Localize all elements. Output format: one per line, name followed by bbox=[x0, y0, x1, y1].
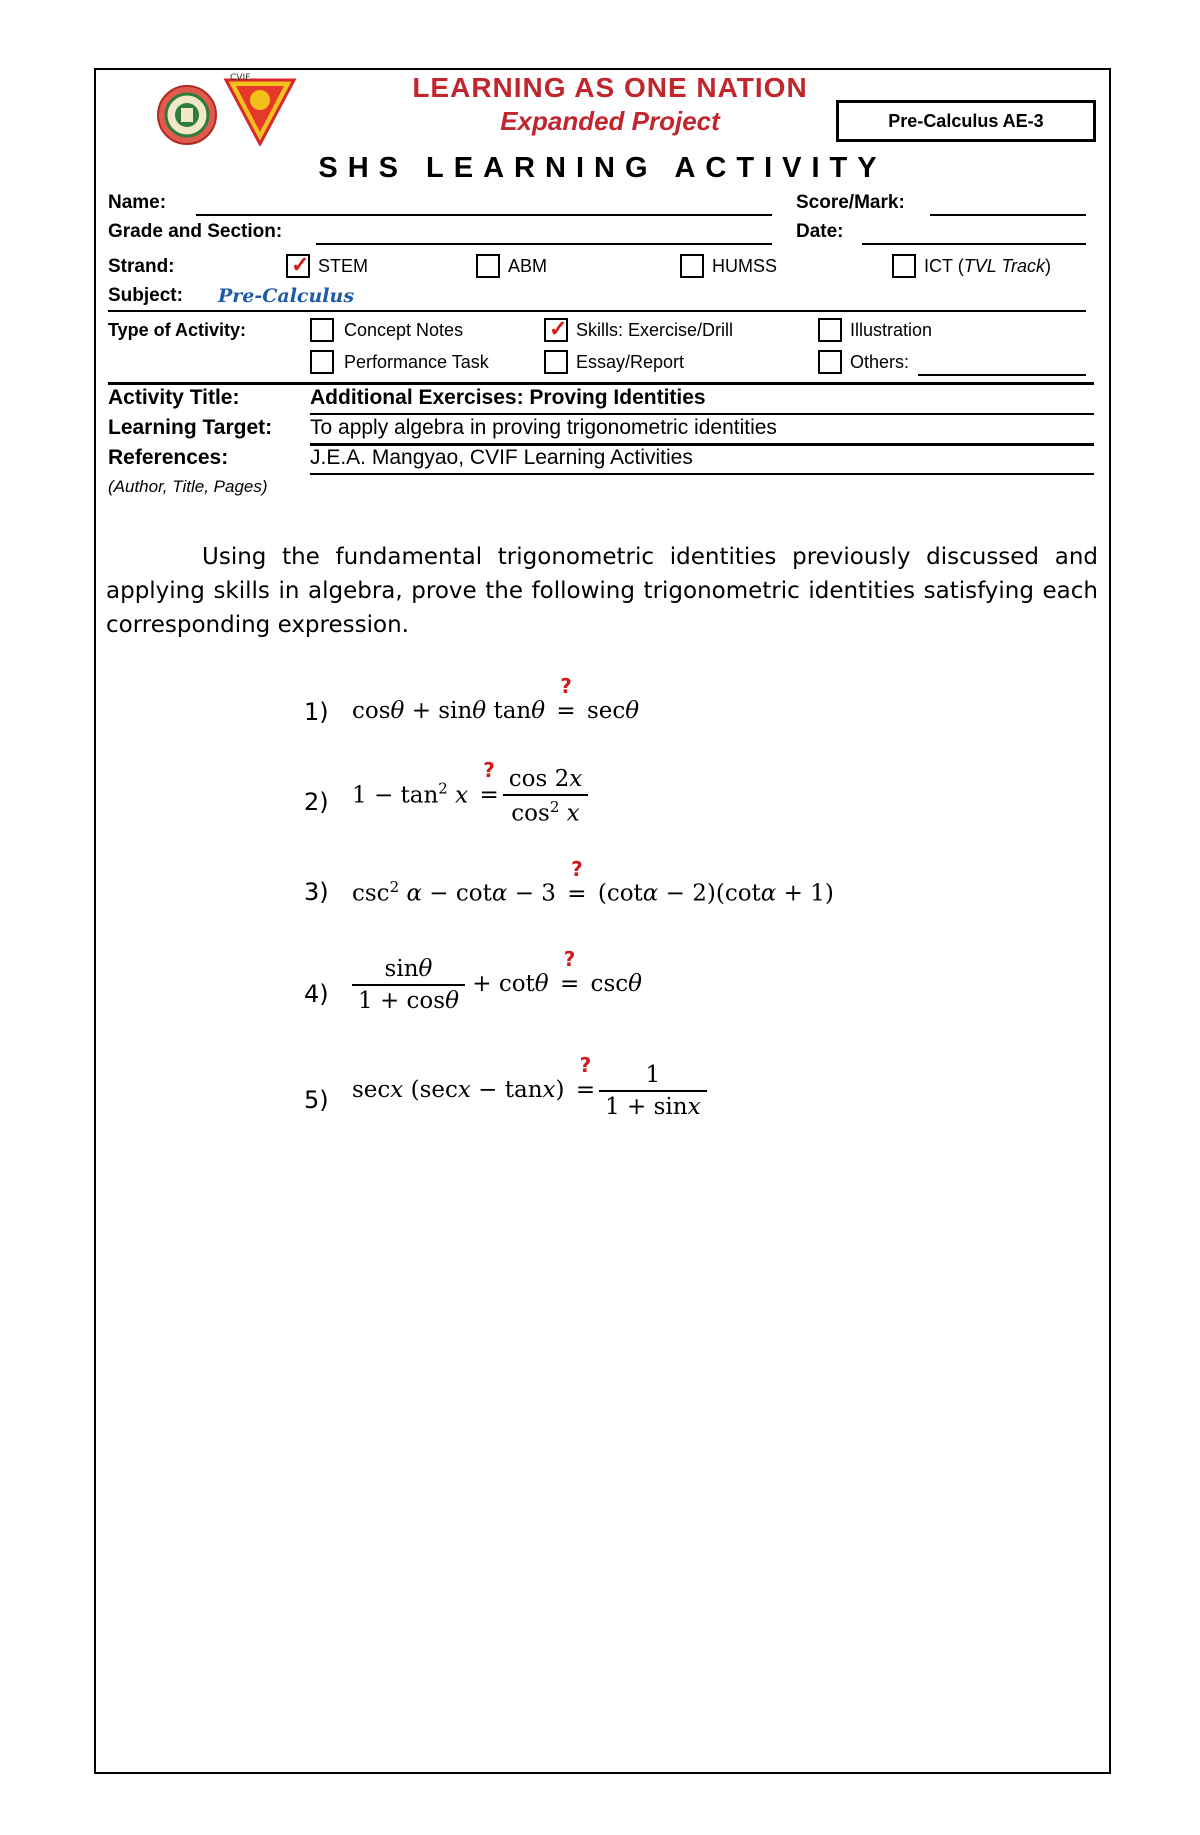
ict-track-text: TVL Track bbox=[963, 256, 1046, 276]
activity-title-label: Activity Title: bbox=[108, 386, 240, 409]
question-equals: ? = bbox=[559, 947, 580, 997]
equation-4: $\frac{\sin\theta}{1 + \cos\theta}$ + cotθ ? = cscθ bbox=[352, 956, 642, 1014]
strand-humss-label: HUMSS bbox=[712, 256, 778, 276]
strand-ict-label bbox=[924, 256, 1051, 277]
equation-1-number: 1) bbox=[304, 698, 329, 726]
others-checkbox[interactable] bbox=[818, 350, 842, 374]
grade-section-field-line[interactable] bbox=[316, 243, 772, 245]
equation-5-number: 5) bbox=[304, 1086, 329, 1114]
activity-title-line bbox=[310, 413, 1094, 415]
activity-heading: SHS LEARNING ACTIVITY bbox=[318, 152, 887, 184]
fraction: $\frac{1}{1 + \sin x}$ bbox=[599, 1062, 706, 1120]
ict-paren-close: ) bbox=[1045, 256, 1052, 276]
skills-checkbox[interactable] bbox=[544, 318, 568, 342]
strand-abm-checkbox[interactable] bbox=[476, 254, 500, 278]
references-label: References: bbox=[108, 446, 229, 469]
project-title: LEARNING AS ONE NATION bbox=[412, 72, 808, 103]
date-field-line[interactable] bbox=[862, 243, 1086, 245]
subject-divider bbox=[108, 310, 1086, 312]
strand-stem-label: STEM bbox=[318, 256, 369, 276]
question-equals: ? = bbox=[556, 674, 576, 724]
performance-task-label: Performance Task bbox=[344, 352, 489, 372]
cvif-triangle-logo bbox=[222, 70, 298, 146]
illustration-checkbox[interactable] bbox=[818, 318, 842, 342]
strand-abm-label: ABM bbox=[508, 256, 548, 276]
ict-text: ICT bbox=[924, 256, 953, 276]
learning-target-value: To apply algebra in proving trigonometric identities bbox=[310, 416, 777, 439]
fraction: $\frac{\sin\theta}{1 + \cos\theta}$ bbox=[352, 956, 465, 1014]
concept-notes-label: Concept Notes bbox=[344, 320, 464, 340]
question-equals: ? = bbox=[567, 856, 587, 907]
subject-label: Subject: bbox=[108, 285, 183, 306]
equation-5: secx (secx − tanx) ? = $\frac{1}{1 + \sin x}$ bbox=[352, 1062, 707, 1120]
references-line bbox=[310, 473, 1094, 475]
question-mark-icon: ? bbox=[571, 856, 583, 881]
equation-2-number: 2) bbox=[304, 788, 329, 816]
strand-humss-checkbox[interactable] bbox=[680, 254, 704, 278]
illustration-label: Illustration bbox=[850, 320, 933, 340]
question-equals: ? = bbox=[479, 758, 499, 809]
svg-text:CVIF: CVIF bbox=[230, 73, 251, 83]
essay-report-label: Essay/Report bbox=[576, 352, 685, 372]
equation-2: $1 - \tan^2 x$ ? = $\frac{\cos 2x}{\cos^2 x}$ bbox=[352, 766, 588, 827]
check-icon: ✓ bbox=[291, 252, 310, 277]
activity-title-value: Additional Exercises: Proving Identities bbox=[310, 386, 706, 409]
equation-4-number: 4) bbox=[304, 980, 329, 1008]
date-label: Date: bbox=[796, 221, 844, 242]
name-field-line[interactable] bbox=[196, 214, 772, 216]
question-mark-icon: ? bbox=[563, 947, 576, 971]
question-equals: ? = bbox=[575, 1053, 596, 1103]
equation-3: $\csc^2 \alpha - \cot\alpha - 3$ ? = (cotα − 2)(cotα + 1) bbox=[352, 856, 834, 907]
others-label: Others: bbox=[850, 352, 910, 372]
question-mark-icon: ? bbox=[560, 674, 572, 698]
ict-paren-open: ( bbox=[957, 256, 964, 276]
equation-1: cosθ + sinθ tanθ ? = secθ bbox=[352, 674, 640, 724]
instructions-paragraph: Using the fundamental trigonometric identities previously discussed and applying skills in algebra, prove the following trigonometric identities satisfying each corresponding expression. bbox=[106, 544, 1098, 638]
strand-stem-checkbox[interactable] bbox=[286, 254, 310, 278]
essay-report-checkbox[interactable] bbox=[544, 350, 568, 374]
fraction: $\frac{\cos 2x}{\cos^2 x}$ bbox=[503, 766, 588, 827]
name-label: Name: bbox=[108, 192, 167, 213]
learning-target-label: Learning Target: bbox=[108, 416, 273, 439]
strand-label: Strand: bbox=[108, 256, 175, 277]
activity-code-box: Pre-Calculus AE-3 bbox=[836, 100, 1096, 142]
score-label: Score/Mark: bbox=[796, 192, 905, 213]
skills-label: Skills: Exercise/Drill bbox=[576, 320, 734, 340]
school-seal-logo bbox=[156, 84, 218, 146]
references-value: J.E.A. Mangyao, CVIF Learning Activities bbox=[310, 446, 693, 469]
project-subtitle: Expanded Project bbox=[500, 106, 720, 136]
equation-3-number: 3) bbox=[304, 878, 329, 906]
strand-ict-checkbox[interactable] bbox=[892, 254, 916, 278]
info-top-divider bbox=[108, 382, 1094, 385]
question-mark-icon: ? bbox=[483, 758, 495, 783]
subject-value: Pre-Calculus bbox=[218, 285, 355, 307]
check-icon: ✓ bbox=[549, 316, 568, 341]
others-field-line[interactable] bbox=[918, 374, 1086, 376]
score-field-line[interactable] bbox=[930, 214, 1086, 216]
activity-type-label: Type of Activity: bbox=[108, 320, 247, 340]
concept-notes-checkbox[interactable] bbox=[310, 318, 334, 342]
performance-task-checkbox[interactable] bbox=[310, 350, 334, 374]
question-mark-icon: ? bbox=[579, 1053, 592, 1077]
grade-section-label: Grade and Section: bbox=[108, 221, 283, 242]
references-hint: (Author, Title, Pages) bbox=[108, 477, 268, 496]
